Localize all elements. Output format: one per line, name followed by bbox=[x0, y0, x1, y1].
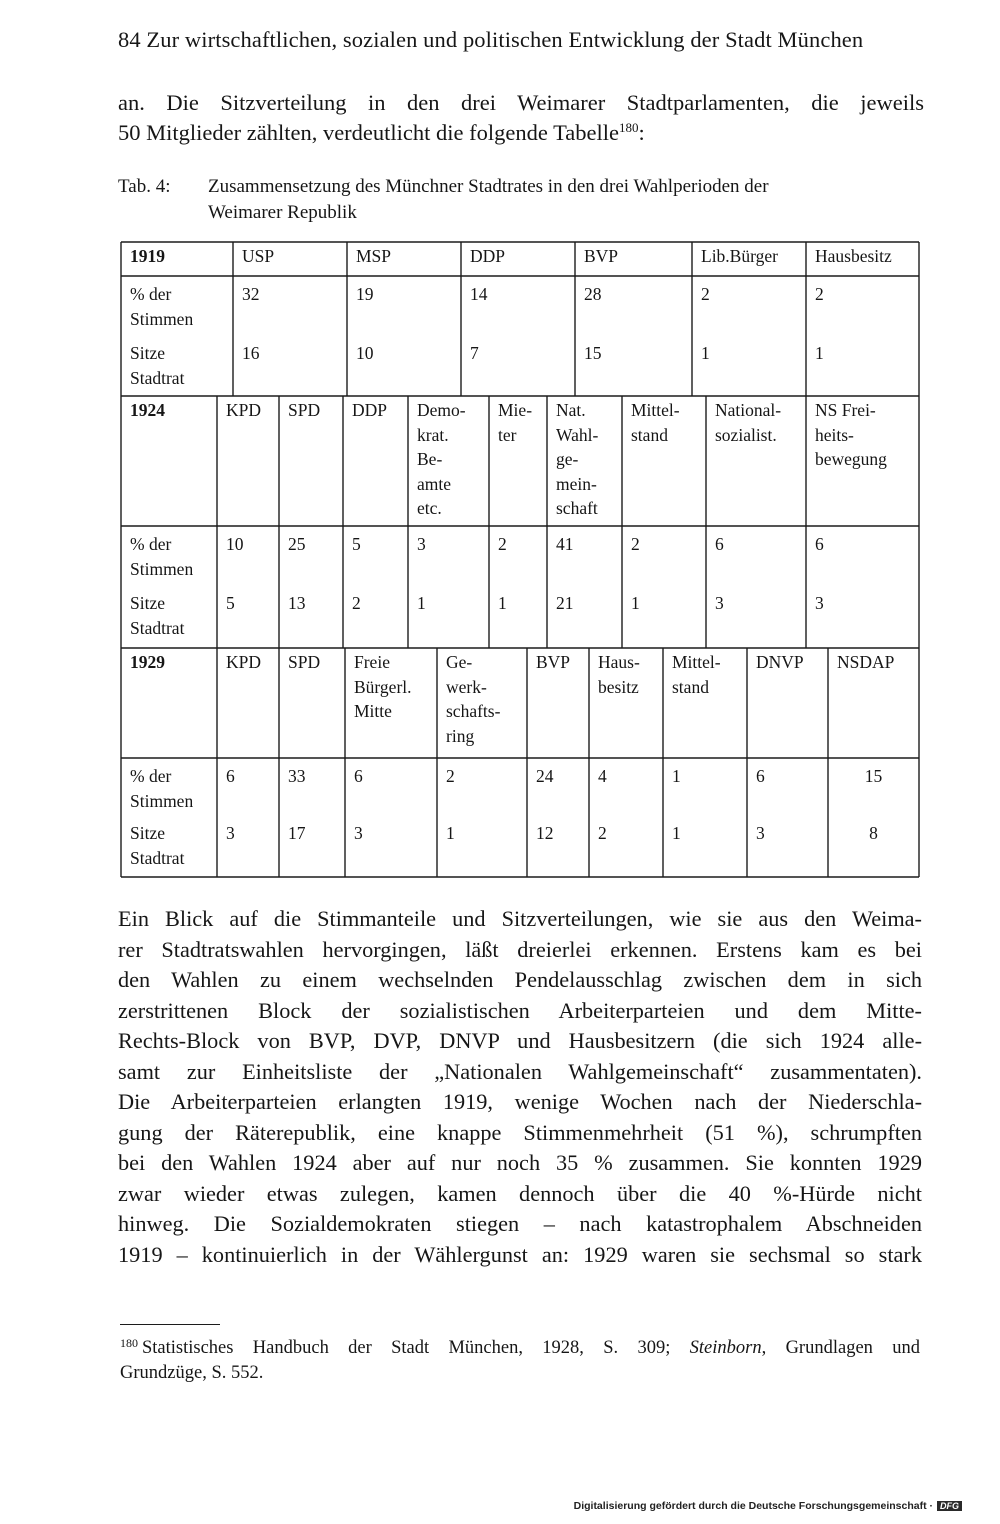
party-name-line: NS Frei- bbox=[815, 400, 876, 420]
footnote-divider bbox=[120, 1324, 220, 1325]
vote-share bbox=[288, 532, 306, 557]
body-line: rer Stadtratswahlen hervorgingen, läßt dreierlei erkennen. Erstens kam es bei bbox=[118, 936, 922, 962]
footnote-author: Steinborn bbox=[689, 1338, 762, 1358]
footnote bbox=[120, 1336, 920, 1386]
period-year-line: 1919 bbox=[130, 246, 165, 266]
footnote-reference[interactable]: 180 bbox=[618, 120, 639, 135]
party-name-line: mein- bbox=[556, 473, 597, 494]
seat-count bbox=[815, 591, 824, 616]
party-name bbox=[470, 244, 505, 269]
party-name-line: schaft bbox=[556, 498, 598, 518]
party-name-line: KPD bbox=[226, 400, 262, 420]
intro-line bbox=[118, 118, 924, 148]
vote-share bbox=[498, 532, 507, 557]
seat-count bbox=[288, 591, 306, 616]
seat-count-line: 1 bbox=[672, 823, 681, 843]
vote-share bbox=[288, 764, 306, 789]
row-label-seats bbox=[130, 341, 184, 390]
seat-count bbox=[598, 821, 607, 846]
party-name-line: etc. bbox=[417, 498, 442, 518]
seat-count-line: 3 bbox=[715, 593, 724, 613]
vote-share-line: 32 bbox=[242, 284, 260, 304]
seat-count bbox=[556, 591, 574, 616]
seat-count bbox=[417, 591, 426, 616]
body-paragraph bbox=[118, 904, 922, 1270]
vote-share-line: 25 bbox=[288, 534, 306, 554]
party-name-line: Mittel- bbox=[631, 400, 680, 420]
intro-line: an. Die Sitzverteilung in den drei Weimarer Stadtparlamenten, die jeweils bbox=[118, 90, 924, 115]
row-label-votes-line: % der bbox=[130, 766, 172, 786]
body-line: 1919 – kontinuierlich in der Wählergunst an: 1929 waren sie sechsmal so stark bbox=[118, 1241, 922, 1267]
vote-share bbox=[352, 532, 361, 557]
party-name-line: Nat. bbox=[556, 400, 586, 420]
vote-share bbox=[715, 532, 724, 557]
party-name-line: bewegung bbox=[815, 449, 887, 469]
party-name bbox=[815, 244, 892, 269]
seat-count-line: 1 bbox=[417, 593, 426, 613]
party-name-line: heits- bbox=[815, 424, 854, 445]
row-label-seats-line: Stadtrat bbox=[130, 847, 185, 868]
seat-count-line: 1 bbox=[815, 343, 824, 363]
party-name-line: USP bbox=[242, 246, 275, 266]
party-name-line: besitz bbox=[598, 676, 639, 697]
vote-share bbox=[446, 764, 455, 789]
seat-count bbox=[672, 821, 681, 846]
vote-share-line: 2 bbox=[498, 534, 507, 554]
party-name bbox=[446, 650, 500, 748]
seat-count bbox=[536, 821, 554, 846]
footnote-text: , Grundlagen und bbox=[761, 1338, 920, 1358]
table-caption-line: Weimarer Republik bbox=[208, 202, 357, 223]
party-name-line: SPD bbox=[288, 400, 321, 420]
seat-count-line: 10 bbox=[356, 343, 374, 363]
party-name-line: krat. bbox=[417, 424, 449, 445]
vote-share-line: 14 bbox=[470, 284, 488, 304]
party-name-line: National- bbox=[715, 400, 782, 420]
seat-count-line: 5 bbox=[226, 593, 235, 613]
body-line: Ein Blick auf die Stimmanteile und Sitzverteilungen, wie sie aus den Weima- bbox=[118, 906, 922, 931]
row-label-votes-line: Stimmen bbox=[130, 308, 194, 329]
seat-count-line: 3 bbox=[354, 823, 363, 843]
party-name-line: Mie- bbox=[498, 400, 533, 420]
body-line: Die Arbeiterparteien erlangten 1919, wenige Wochen nach der Niederschla- bbox=[118, 1089, 922, 1114]
vote-share bbox=[672, 764, 681, 789]
row-label-seats-line: Stadtrat bbox=[130, 367, 185, 388]
vote-share-line: 3 bbox=[417, 534, 426, 554]
row-label-votes-line: Stimmen bbox=[130, 558, 194, 579]
vote-share-line: 2 bbox=[631, 534, 640, 554]
party-name-line: Lib.Bürger bbox=[701, 246, 778, 266]
seat-count-line: 3 bbox=[815, 593, 824, 613]
period-year bbox=[130, 650, 165, 675]
party-name bbox=[672, 650, 721, 699]
party-name bbox=[837, 650, 894, 675]
party-name-line: Be- bbox=[417, 449, 443, 469]
party-name bbox=[631, 398, 680, 447]
party-name bbox=[226, 398, 261, 423]
body-line: zwar wieder etwas zulegen, kamen dennoch über die 40 %-Hürde nicht bbox=[118, 1180, 922, 1206]
seat-count bbox=[352, 591, 361, 616]
party-name-line: Hausbesitz bbox=[815, 246, 892, 266]
row-label-votes-line: Stimmen bbox=[130, 790, 194, 811]
vote-share bbox=[242, 282, 260, 307]
party-name-line: DDP bbox=[352, 400, 388, 420]
party-name bbox=[715, 398, 781, 447]
party-name-line: BVP bbox=[536, 652, 571, 672]
vote-share bbox=[598, 764, 607, 789]
seat-count-line: 16 bbox=[242, 343, 260, 363]
digitization-credit bbox=[574, 1500, 962, 1512]
seat-count bbox=[226, 821, 235, 846]
row-label-seats-line: Sitze bbox=[130, 823, 165, 843]
seat-count-line: 17 bbox=[288, 823, 306, 843]
vote-share bbox=[354, 764, 363, 789]
party-name bbox=[417, 398, 466, 521]
seat-count-line: 1 bbox=[446, 823, 455, 843]
row-label-votes bbox=[130, 764, 193, 813]
row-label-votes bbox=[130, 532, 193, 581]
party-name-line: Wahl- bbox=[556, 424, 599, 445]
party-name-line: DNVP bbox=[756, 652, 804, 672]
running-header: 84 Zur wirtschaftlichen, sozialen und politischen Entwicklung der Stadt München bbox=[118, 27, 864, 52]
party-name-line: schafts- bbox=[446, 701, 501, 721]
body-line: hinweg. Die Sozialdemokraten stiegen – nach katastrophalem Abschneiden bbox=[118, 1211, 922, 1236]
vote-share-line: 41 bbox=[556, 534, 574, 554]
seat-count bbox=[242, 341, 260, 366]
row-label-seats-line: Stadtrat bbox=[130, 617, 185, 638]
period-year-line: 1924 bbox=[130, 400, 165, 420]
table-caption-text bbox=[208, 174, 918, 226]
party-name-line: Freie bbox=[354, 652, 390, 672]
intro-paragraph bbox=[118, 88, 924, 148]
vote-share bbox=[631, 532, 640, 557]
seat-count bbox=[356, 341, 374, 366]
party-name bbox=[226, 650, 261, 675]
party-name-line: Demo- bbox=[417, 400, 466, 420]
row-label-votes-line: % der bbox=[130, 534, 172, 554]
party-name-line: Ge- bbox=[446, 652, 473, 672]
vote-share-line: 19 bbox=[356, 284, 374, 304]
party-name-line: sozialist. bbox=[715, 424, 777, 445]
vote-share bbox=[815, 532, 824, 557]
vote-share-line: 33 bbox=[288, 766, 306, 786]
seat-count-line: 1 bbox=[498, 593, 507, 613]
seat-count-line: 13 bbox=[288, 593, 306, 613]
body-line: Rechts-Block von BVP, DVP, DNVP und Hausbesitzern (die sich 1924 alle- bbox=[118, 1028, 922, 1053]
footnote-text: Statistisches Handbuch der Stadt München, 1928, S. 309; bbox=[142, 1338, 690, 1358]
period-year bbox=[130, 244, 165, 269]
vote-share-line: 1 bbox=[672, 766, 681, 786]
seat-count bbox=[815, 341, 824, 366]
body-line: den Wahlen zu einem wechselnden Pendelausschlag zwischen dem in sich bbox=[118, 967, 922, 992]
vote-share bbox=[470, 282, 488, 307]
body-line: zerstrittenen Block der sozialistischen Arbeiterparteien und dem Mitte- bbox=[118, 997, 922, 1023]
vote-share-line: 24 bbox=[536, 766, 554, 786]
seat-count-line: 2 bbox=[598, 823, 607, 843]
party-name-line: ge- bbox=[556, 449, 579, 469]
party-name-line: ring bbox=[446, 725, 475, 746]
party-name-line: MSP bbox=[356, 246, 392, 266]
seat-count-line: 21 bbox=[556, 593, 574, 613]
seat-count-line: 12 bbox=[536, 823, 554, 843]
party-name-line: stand bbox=[672, 676, 709, 697]
party-name bbox=[556, 398, 598, 521]
party-name-line: Mitte bbox=[354, 701, 392, 721]
row-label-seats bbox=[130, 821, 184, 870]
seat-count bbox=[498, 591, 507, 616]
vote-share-line: 6 bbox=[715, 534, 724, 554]
intro-line-text: 50 Mitglieder zählten, verdeutlicht die folgende Tabelle bbox=[118, 120, 619, 145]
vote-share bbox=[226, 532, 244, 557]
party-name-line: Haus- bbox=[598, 652, 640, 672]
vote-share-line: 6 bbox=[226, 766, 235, 786]
party-name-line: BVP bbox=[584, 246, 619, 266]
row-label-votes bbox=[130, 282, 193, 331]
vote-share bbox=[536, 764, 554, 789]
seat-count-line: 1 bbox=[631, 593, 640, 613]
seat-count-line: 7 bbox=[470, 343, 479, 363]
party-name-line: amte bbox=[417, 473, 452, 494]
party-name-line: DDP bbox=[470, 246, 506, 266]
vote-share-line: 28 bbox=[584, 284, 602, 304]
vote-share-line: 2 bbox=[815, 284, 824, 304]
seat-count bbox=[584, 341, 602, 366]
period-year-line: 1929 bbox=[130, 652, 165, 672]
table-caption-line: Zusammensetzung des Münchner Stadtrates in den drei Wahlperioden der bbox=[208, 176, 769, 197]
party-name-line: stand bbox=[631, 424, 668, 445]
seat-count bbox=[631, 591, 640, 616]
party-name-line: NSDAP bbox=[837, 652, 895, 672]
vote-share bbox=[556, 532, 574, 557]
vote-share-line: 5 bbox=[352, 534, 361, 554]
table-caption-label: Tab. 4: bbox=[118, 176, 171, 197]
party-name bbox=[288, 650, 320, 675]
seat-count bbox=[756, 821, 765, 846]
vote-share bbox=[356, 282, 374, 307]
vote-share-line: 6 bbox=[815, 534, 824, 554]
seat-count bbox=[701, 341, 710, 366]
party-name-line: ter bbox=[498, 424, 517, 445]
dfg-logo: DFG bbox=[937, 1501, 962, 1511]
party-name-line: werk- bbox=[446, 676, 487, 697]
party-name bbox=[815, 398, 887, 472]
footnote-line bbox=[120, 1336, 920, 1361]
seat-count bbox=[470, 341, 479, 366]
vote-share-line: 6 bbox=[354, 766, 363, 786]
party-name bbox=[498, 398, 532, 447]
vote-share bbox=[701, 282, 710, 307]
seat-count: 8 bbox=[869, 823, 878, 843]
party-name bbox=[701, 244, 778, 269]
body-line: bei den Wahlen 1924 aber auf nur noch 35 % zusammen. Sie konnten 1929 bbox=[118, 1150, 922, 1175]
row-label-votes-line: % der bbox=[130, 284, 172, 304]
party-name bbox=[242, 244, 274, 269]
credit-text: Digitalisierung gefördert durch die Deutsche Forschungsgemeinschaft · bbox=[573, 1500, 933, 1512]
vote-share bbox=[584, 282, 602, 307]
seat-count bbox=[715, 591, 724, 616]
vote-share-line: 4 bbox=[598, 766, 607, 786]
seat-count-line: 3 bbox=[756, 823, 765, 843]
party-name bbox=[354, 650, 412, 724]
party-name bbox=[288, 398, 320, 423]
party-name-line: Bürgerl. bbox=[354, 676, 412, 697]
vote-share: 15 bbox=[864, 766, 883, 786]
party-name bbox=[356, 244, 391, 269]
seat-count-line: 15 bbox=[584, 343, 602, 363]
seat-count bbox=[446, 821, 455, 846]
footnote-mark: 180 bbox=[120, 1336, 138, 1350]
party-name bbox=[756, 650, 804, 675]
vote-share bbox=[417, 532, 426, 557]
party-name bbox=[598, 650, 640, 699]
vote-share bbox=[756, 764, 765, 789]
seat-count-line: 1 bbox=[701, 343, 710, 363]
vote-share-line: 10 bbox=[226, 534, 244, 554]
party-name-line: KPD bbox=[226, 652, 262, 672]
seat-count-line: 2 bbox=[352, 593, 361, 613]
seat-count bbox=[226, 591, 235, 616]
party-name bbox=[584, 244, 618, 269]
vote-share-line: 2 bbox=[446, 766, 455, 786]
row-label-seats-line: Sitze bbox=[130, 343, 165, 363]
footnote-line: Grundzüge, S. 552. bbox=[120, 1363, 264, 1383]
seat-count bbox=[354, 821, 363, 846]
vote-share-line: 2 bbox=[701, 284, 710, 304]
period-year bbox=[130, 398, 165, 423]
body-line: samt zur Einheitsliste der „Nationalen Wahlgemeinschaft“ zusammentaten). bbox=[118, 1058, 922, 1084]
body-line: gung der Räterepublik, eine knappe Stimmenmehrheit (51 %), schrumpften bbox=[118, 1119, 922, 1145]
vote-share-line: 6 bbox=[756, 766, 765, 786]
seat-count bbox=[288, 821, 306, 846]
vote-share bbox=[815, 282, 824, 307]
seat-count-line: 3 bbox=[226, 823, 235, 843]
row-label-seats bbox=[130, 591, 184, 640]
party-name bbox=[536, 650, 570, 675]
row-label-seats-line: Sitze bbox=[130, 593, 165, 613]
party-name-line: SPD bbox=[288, 652, 321, 672]
party-name-line: Mittel- bbox=[672, 652, 721, 672]
vote-share bbox=[226, 764, 235, 789]
party-name bbox=[352, 398, 387, 423]
intro-line-end: : bbox=[638, 120, 645, 145]
